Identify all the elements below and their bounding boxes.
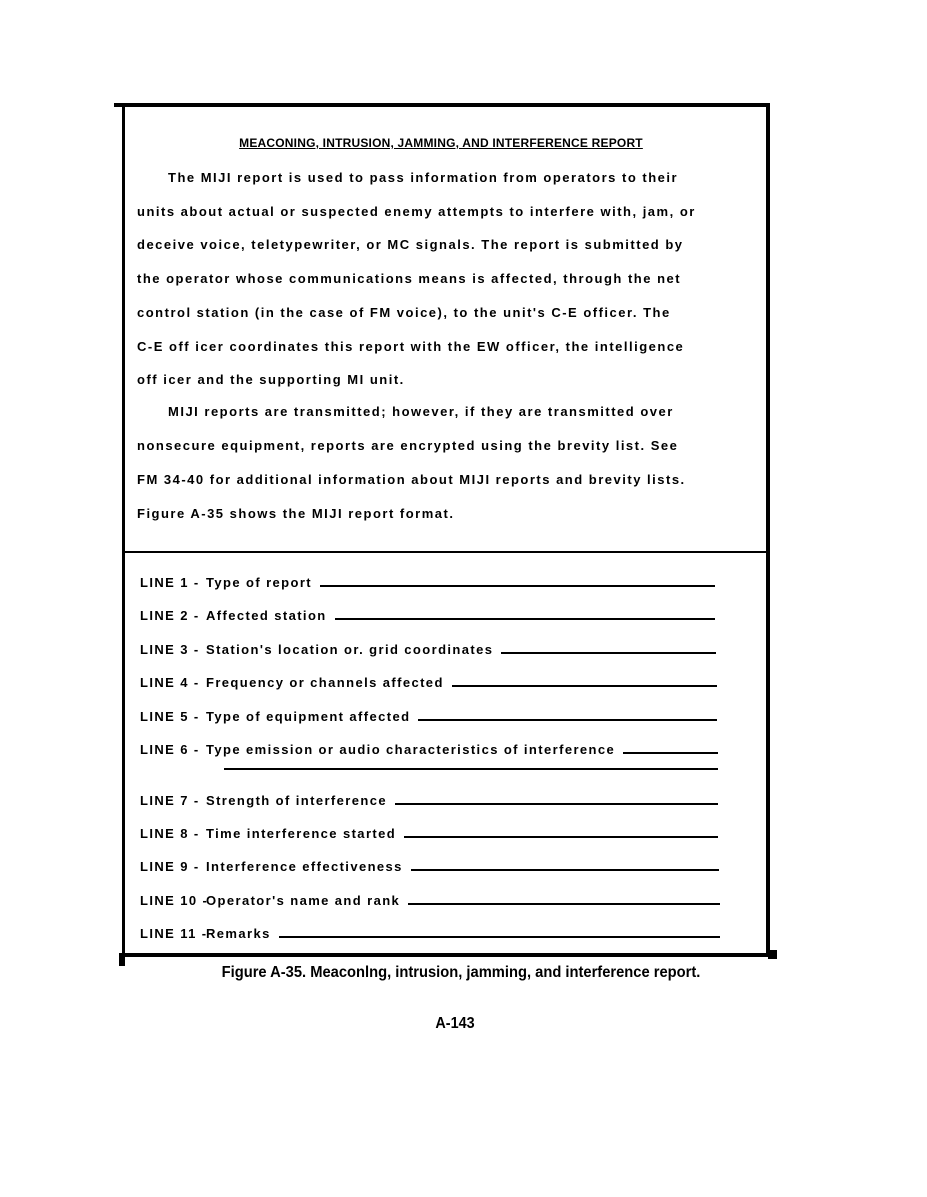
line-label: Type emission or audio characteristics of interference [206, 742, 616, 757]
line-label: Type of equipment affected [206, 709, 411, 724]
form-line-4 [140, 670, 717, 690]
form-line-1 [140, 570, 715, 590]
paragraph-line: control station (in the case of FM voice), to the unit's C-E officer. The [137, 305, 671, 320]
line-label: Operator's name and rank [206, 893, 401, 908]
fill-in-blank[interactable] [279, 936, 720, 938]
line-label: Time interference started [206, 826, 397, 841]
line-label: Affected station [206, 608, 327, 623]
form-line-10 [140, 888, 720, 908]
line-number: LINE 9 - [140, 859, 200, 874]
paragraph-line: off icer and the supporting MI unit. [137, 372, 405, 387]
fill-in-blank-continuation[interactable] [224, 768, 718, 770]
form-line-2 [140, 603, 715, 623]
line-number: LINE 11 - [140, 926, 208, 941]
line-number: LINE 3 - [140, 642, 200, 657]
form-line-8 [140, 821, 718, 841]
line-label: Interference effectiveness [206, 859, 403, 874]
paragraph-line: Figure A-35 shows the MIJI report format. [137, 506, 455, 521]
form-line-5 [140, 704, 717, 724]
paragraph-line: FM 34-40 for additional information about MIJI reports and brevity lists. [137, 472, 686, 487]
page-number: A-143 [435, 1015, 475, 1032]
corner-mark [119, 953, 125, 966]
form-line-9 [140, 854, 719, 874]
paragraph-line: deceive voice, teletypewriter, or MC signals. The report is submitted by [137, 237, 684, 252]
line-number: LINE 10 - [140, 893, 209, 908]
line-number: LINE 6 - [140, 742, 200, 757]
line-label: Type of report [206, 575, 313, 590]
fill-in-blank[interactable] [320, 585, 715, 587]
figure-caption: Figure A-35. Meaconlng, intrusion, jamming, and interference report. [221, 964, 701, 981]
paragraph-line: The MIJI report is used to pass information from operators to their [168, 170, 679, 185]
line-number: LINE 5 - [140, 709, 200, 724]
line-number: LINE 2 - [140, 608, 200, 623]
fill-in-blank[interactable] [335, 618, 715, 620]
form-line-3 [140, 637, 716, 657]
section-divider [125, 551, 770, 553]
fill-in-blank[interactable] [404, 836, 718, 838]
report-title: MEACONING, INTRUSION, JAMMING, AND INTERFERENCE REPORT [239, 136, 643, 150]
line-number: LINE 7 - [140, 793, 200, 808]
line-number: LINE 8 - [140, 826, 200, 841]
fill-in-blank[interactable] [623, 752, 718, 754]
paragraph-line: the operator whose communications means is affected, through the net [137, 271, 682, 286]
form-line-11 [140, 921, 720, 941]
fill-in-blank[interactable] [418, 719, 717, 721]
line-label: Station's location or. grid coordinates [206, 642, 494, 657]
line-label: Frequency or channels affected [206, 675, 444, 690]
paragraph-line: MIJI reports are transmitted; however, if they are transmitted over [168, 404, 674, 419]
paragraph-line: C-E off icer coordinates this report with the EW officer, the intelligence [137, 339, 685, 354]
fill-in-blank[interactable] [452, 685, 717, 687]
form-line-6 [140, 737, 718, 757]
form-line-7 [140, 788, 718, 808]
corner-mark [768, 950, 777, 959]
fill-in-blank[interactable] [408, 903, 720, 905]
fill-in-blank[interactable] [411, 869, 719, 871]
line-number: LINE 4 - [140, 675, 200, 690]
fill-in-blank[interactable] [501, 652, 716, 654]
line-label: Strength of interference [206, 793, 387, 808]
line-label: Remarks [206, 926, 271, 941]
paragraph-line: units about actual or suspected enemy attempts to interfere with, jam, or [137, 204, 696, 219]
paragraph-line: nonsecure equipment, reports are encrypted using the brevity list. See [137, 438, 679, 453]
line-number: LINE 1 - [140, 575, 200, 590]
fill-in-blank[interactable] [395, 803, 718, 805]
